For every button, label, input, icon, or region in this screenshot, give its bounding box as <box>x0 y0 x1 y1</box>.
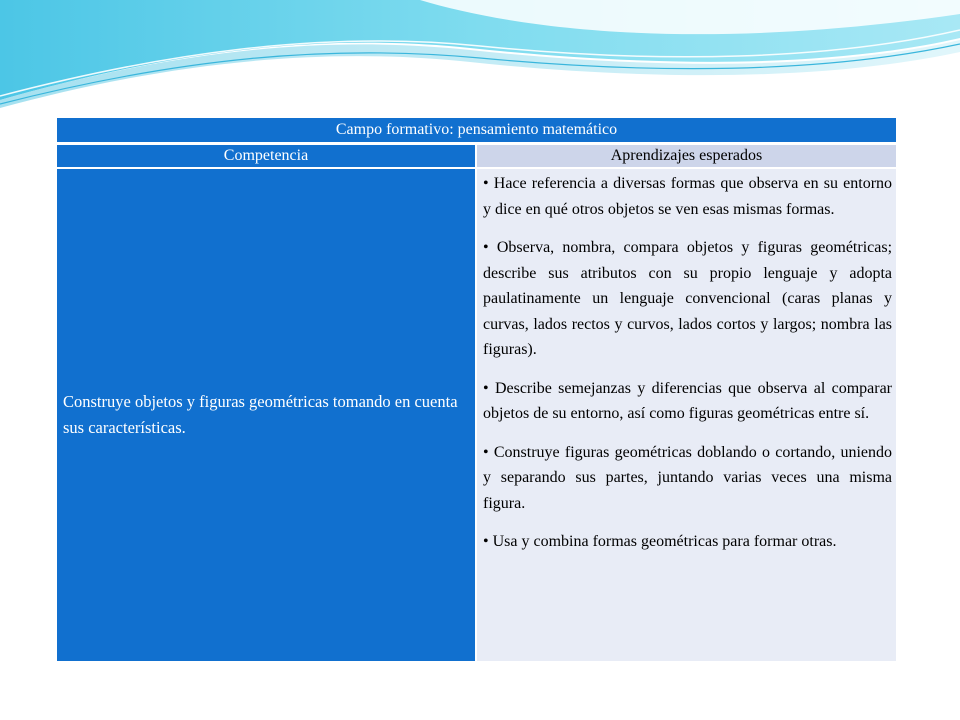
table-header-row <box>57 144 896 169</box>
decorative-wave-header <box>0 0 960 120</box>
header-aprendizajes: Aprendizajes esperados <box>476 144 896 169</box>
curriculum-table-container <box>57 118 896 661</box>
learning-item: • Construye figuras geométricas doblando o cortando, uniendo y separando sus partes, juntando varias veces una misma figura. <box>483 443 893 512</box>
table-title: Campo formativo: pensamiento matemático <box>57 118 896 144</box>
header-competencia: Competencia <box>57 144 476 169</box>
learning-item: • Usa y combina formas geométricas para formar otras. <box>483 533 837 550</box>
learning-item: • Hace referencia a diversas formas que observa en su entorno y dice en qué otros objetos se ven esas mismas formas. <box>483 175 893 218</box>
table-title-row <box>57 118 896 144</box>
table-body-row <box>57 168 896 661</box>
competencia-cell: Construye objetos y figuras geométricas tomando en cuenta sus características. <box>57 168 476 661</box>
aprendizajes-cell <box>476 168 896 661</box>
curriculum-table <box>57 118 896 661</box>
learning-item: • Describe semejanzas y diferencias que observa al comparar objetos de su entorno, así como figuras geométricas entre sí. <box>483 379 893 422</box>
learning-item: • Observa, nombra, compara objetos y figuras geométricas; describe sus atributos con su propio lenguaje y adopta paulatinamente un lenguaje convencional (caras planas y curvas, lados rectos y curvos, lados cortos y largos; nombra las figuras). <box>483 239 893 358</box>
